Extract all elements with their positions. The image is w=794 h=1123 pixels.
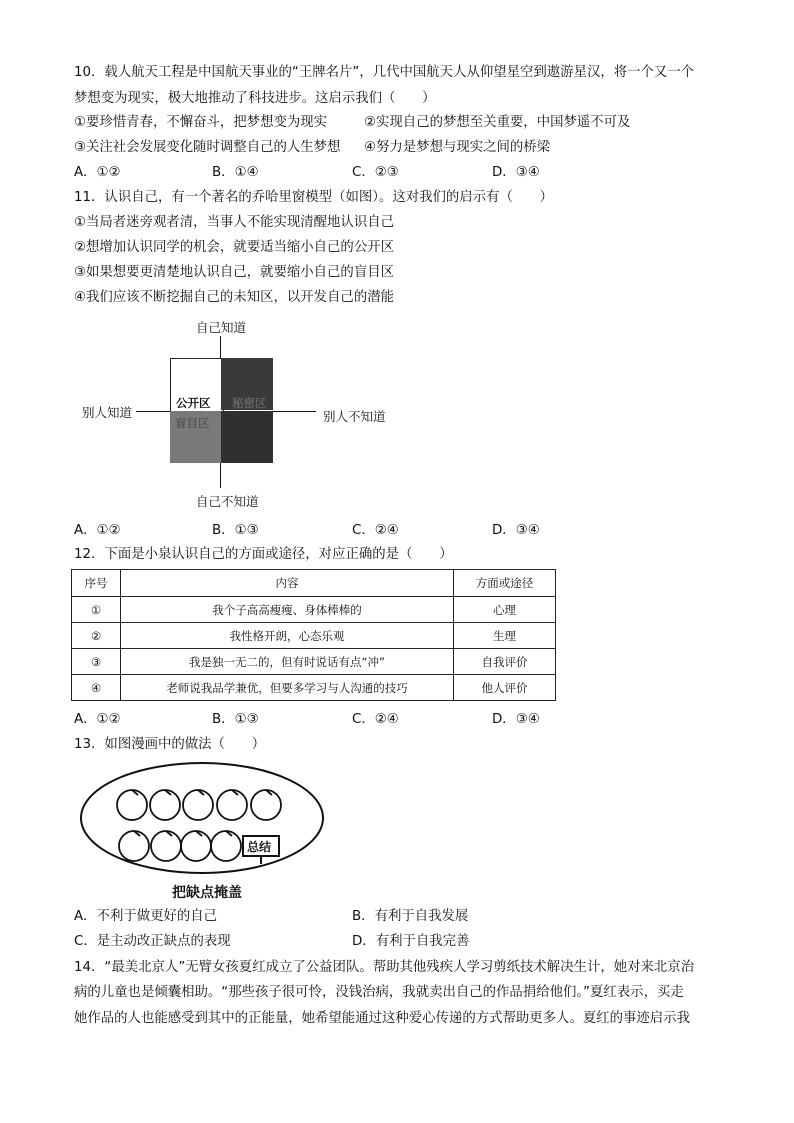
row-number: ④ [72, 675, 121, 701]
row-content: 我性格开朗，心态乐观 [121, 623, 454, 649]
blind-area-label: 盲目区 [175, 416, 210, 430]
johari-window-diagram [78, 318, 398, 510]
row-number: ③ [72, 649, 121, 675]
q11-option-d: D．③④ [492, 523, 540, 538]
diagram-left-label: 别人知道 [82, 405, 133, 420]
row-content: 我个子高高瘦瘦、身体棒棒的 [121, 597, 454, 623]
q14-stem-line1: 14．“最美北京人”无臂女孩夏红成立了公益团队。帮助其他残疾人学习剪纸技术解决生计，她对来北京治 [74, 960, 695, 975]
q14-stem-line2: 病的儿童也是倾囊相助。“那些孩子很可怜，没钱治病，我就卖出自己的作品捐给他们。”夏红表示，买走 [74, 985, 684, 1000]
q11-option-b: B．①③ [212, 523, 259, 538]
q10-stem-line1: 10．载人航天工程是中国航天事业的“王牌名片”，几代中国航天人从仰望星空到遨游星汉，将一个又一个 [74, 65, 695, 80]
diagram-top-label: 自己知道 [196, 320, 247, 335]
q12-option-c: C．②④ [352, 712, 399, 727]
cartoon-sign-text: 总结 [247, 840, 272, 854]
q12-table [71, 569, 556, 701]
q12-option-d: D．③④ [492, 712, 540, 727]
q13-option-b: B．有利于自我发展 [352, 909, 469, 924]
row-number: ② [72, 623, 121, 649]
q11-option-a: A．①② [74, 523, 121, 538]
q10-option-b: B．①④ [212, 165, 259, 180]
header-number: 序号 [72, 570, 121, 597]
q10-stem-line2: 梦想变为现实，极大地推动了科技进步。这启示我们（ ） [74, 91, 436, 106]
q10-item-4: ④努力是梦想与现实之间的桥梁 [364, 140, 551, 155]
header-content: 内容 [121, 570, 454, 597]
hidden-area-label: 秘密区 [232, 396, 267, 410]
q10-item-2: ②实现自己的梦想至关重要，中国梦遥不可及 [364, 115, 631, 130]
q10-option-a: A．①② [74, 165, 121, 180]
q10-option-d: D．③④ [492, 165, 540, 180]
q12-option-b: B．①③ [212, 712, 259, 727]
open-area-label: 公开区 [176, 396, 211, 410]
header-aspect: 方面或途径 [454, 570, 556, 597]
q11-stem: 11．认识自己，有一个著名的乔哈里窗模型（如图）。这对我们的启示有（ ） [74, 190, 554, 205]
q11-item-3: ③如果想要更清楚地认识自己，就要缩小自己的盲目区 [74, 265, 394, 280]
q12-option-a: A．①② [74, 712, 121, 727]
row-content: 我是独一无二的，但有时说话有点“冲” [121, 649, 454, 675]
diagram-right-label: 别人不知道 [323, 409, 386, 424]
row-aspect: 心理 [454, 597, 556, 623]
q11-item-2: ②想增加认识同学的机会，就要适当缩小自己的公开区 [74, 240, 394, 255]
table-row [72, 597, 556, 623]
q11-item-1: ①当局者迷旁观者清，当事人不能实现清醒地认识自己 [74, 215, 394, 230]
q12-stem: 12．下面是小泉认识自己的方面或途径，对应正确的是（ ） [74, 547, 453, 562]
q10-item-1: ①要珍惜青春，不懈奋斗，把梦想变为现实 [74, 115, 328, 130]
q10-option-c: C．②③ [352, 165, 399, 180]
q10-item-3: ③关注社会发展变化随时调整自己的人生梦想 [74, 140, 341, 155]
row-aspect: 自我评价 [454, 649, 556, 675]
row-content: 老师说我品学兼优，但要多学习与人沟通的技巧 [121, 675, 454, 701]
unknown-quadrant [221, 411, 273, 463]
row-number: ① [72, 597, 121, 623]
table-header-row [72, 570, 556, 597]
q13-option-d: D．有利于自我完善 [352, 934, 470, 949]
q14-stem-line3: 她作品的人也能感受到其中的正能量，她希望能通过这种爱心传递的方式帮助更多人。夏红的事迹启示我 [74, 1011, 690, 1026]
q13-cartoon [78, 760, 326, 905]
diagram-bottom-label: 自己不知道 [196, 494, 259, 509]
cartoon-caption: 把缺点掩盖 [172, 885, 242, 901]
row-aspect: 他人评价 [454, 675, 556, 701]
table-row [72, 649, 556, 675]
q13-stem: 13．如图漫画中的做法（ ） [74, 737, 266, 752]
row-aspect: 生理 [454, 623, 556, 649]
q11-option-c: C．②④ [352, 523, 399, 538]
table-row [72, 675, 556, 701]
q13-option-c: C．是主动改正缺点的表现 [74, 934, 231, 949]
q11-item-4: ④我们应该不断挖掘自己的未知区，以开发自己的潜能 [74, 290, 394, 305]
table-row [72, 623, 556, 649]
q13-option-a: A．不利于做更好的自己 [74, 909, 218, 924]
